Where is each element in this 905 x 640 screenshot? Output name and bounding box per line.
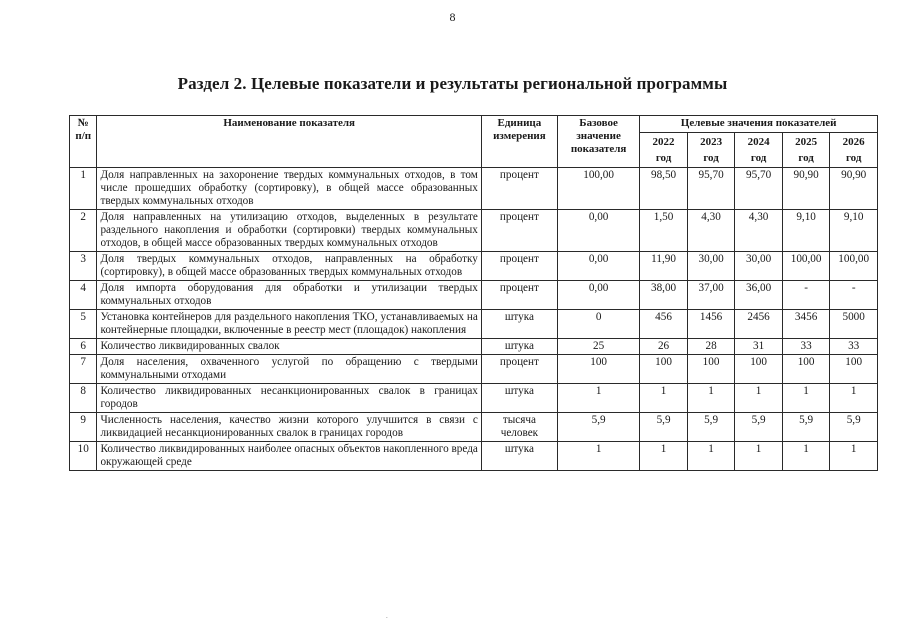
- target-value-2024: 4,30: [735, 210, 783, 252]
- indicator-name: Численность населения, качество жизни которого улучшится в связи с ликвидацией несанкционированных свалок в границах городов: [97, 413, 481, 442]
- row-number: 5: [70, 310, 97, 339]
- header-year-2026: [830, 133, 878, 168]
- base-value: 1: [557, 442, 639, 471]
- section-title: Раздел 2. Целевые показатели и результаты региональной программы: [177, 74, 728, 93]
- target-value-2024: 5,9: [735, 413, 783, 442]
- unit-cell: процент: [481, 281, 557, 310]
- unit-cell: штука: [481, 442, 557, 471]
- unit-cell: штука: [481, 384, 557, 413]
- target-value-2022: 1,50: [640, 210, 688, 252]
- indicator-name: Количество ликвидированных свалок: [97, 339, 481, 355]
- base-value: 100,00: [557, 168, 639, 210]
- target-value-2026: 9,10: [830, 210, 878, 252]
- base-value: 0,00: [557, 281, 639, 310]
- indicator-name: Количество ликвидированных несанкционированных свалок в границах городов: [97, 384, 481, 413]
- table-row: [70, 210, 878, 252]
- target-value-2022: 1: [640, 384, 688, 413]
- target-value-2022: 100: [640, 355, 688, 384]
- target-value-2025: 100: [782, 355, 830, 384]
- target-value-2023: 1456: [687, 310, 735, 339]
- indicator-name: Доля населения, охваченного услугой по обращению с твердыми коммунальными отходами: [97, 355, 481, 384]
- header-unit: Единица измерения: [481, 116, 557, 168]
- target-value-2025: 1: [782, 384, 830, 413]
- table-row: [70, 339, 878, 355]
- target-value-2026: 5000: [830, 310, 878, 339]
- unit-cell: процент: [481, 168, 557, 210]
- target-value-2025: 5,9: [782, 413, 830, 442]
- unit-cell: процент: [481, 252, 557, 281]
- base-value: 5,9: [557, 413, 639, 442]
- year-value: 2023: [700, 136, 723, 148]
- target-value-2024: 31: [735, 339, 783, 355]
- unit-cell: штука: [481, 310, 557, 339]
- target-value-2026: 5,9: [830, 413, 878, 442]
- row-number: 2: [70, 210, 97, 252]
- row-number: 4: [70, 281, 97, 310]
- row-number: 6: [70, 339, 97, 355]
- target-value-2025: 90,90: [782, 168, 830, 210]
- year-word: год: [845, 152, 862, 164]
- target-value-2026: 100: [830, 355, 878, 384]
- target-indicators-table: [69, 115, 878, 471]
- header-targets: Целевые значения показателей: [640, 116, 878, 133]
- base-value: 25: [557, 339, 639, 355]
- table-body: [70, 168, 878, 471]
- target-value-2022: 5,9: [640, 413, 688, 442]
- target-value-2023: 100: [687, 355, 735, 384]
- target-value-2026: -: [830, 281, 878, 310]
- row-number: 1: [70, 168, 97, 210]
- target-value-2025: 9,10: [782, 210, 830, 252]
- target-value-2025: 100,00: [782, 252, 830, 281]
- table-row: [70, 310, 878, 339]
- target-value-2022: 11,90: [640, 252, 688, 281]
- table-row: [70, 355, 878, 384]
- target-value-2022: 456: [640, 310, 688, 339]
- base-value: 0,00: [557, 210, 639, 252]
- target-value-2024: 100: [735, 355, 783, 384]
- page-number: 8: [449, 10, 456, 24]
- target-value-2023: 1: [687, 384, 735, 413]
- indicator-name: Количество ликвидированных наиболее опасных объектов накопленного вреда окружающей среде: [97, 442, 481, 471]
- target-value-2024: 95,70: [735, 168, 783, 210]
- table-row: [70, 384, 878, 413]
- indicator-name: Доля направленных на утилизацию отходов, выделенных в результате раздельного накопления и обработки (сортировки) твердых коммунальных отходов, в общей массе образованных твердых коммунальных отходов: [97, 210, 481, 252]
- base-value: 1: [557, 384, 639, 413]
- header-year-2023: [687, 133, 735, 168]
- row-number: 8: [70, 384, 97, 413]
- target-value-2023: 30,00: [687, 252, 735, 281]
- target-value-2023: 28: [687, 339, 735, 355]
- indicator-name: Установка контейнеров для раздельного накопления ТКО, устанавливаемых на контейнерные площадки, включенные в реестр мест (площадок) накопления: [97, 310, 481, 339]
- unit-cell: штука: [481, 339, 557, 355]
- table-row: [70, 442, 878, 471]
- row-number: 9: [70, 413, 97, 442]
- target-value-2025: 3456: [782, 310, 830, 339]
- indicator-name: Доля импорта оборудования для обработки и утилизации твердых коммунальных отходов: [97, 281, 481, 310]
- year-word: год: [703, 152, 719, 164]
- bottom-mark: .: [386, 612, 388, 620]
- table-row: [70, 168, 878, 210]
- target-value-2023: 1: [687, 442, 735, 471]
- year-word: год: [750, 152, 767, 164]
- year-value: 2024: [747, 136, 770, 148]
- table-row: [70, 252, 878, 281]
- indicator-name: Доля твердых коммунальных отходов, направленных на обработку (сортировку), в общей массе образованных твердых коммунальных отходов: [97, 252, 481, 281]
- target-value-2022: 38,00: [640, 281, 688, 310]
- target-value-2023: 95,70: [687, 168, 735, 210]
- row-number: 7: [70, 355, 97, 384]
- target-value-2024: 30,00: [735, 252, 783, 281]
- target-value-2024: 36,00: [735, 281, 783, 310]
- target-value-2022: 26: [640, 339, 688, 355]
- target-value-2024: 1: [735, 384, 783, 413]
- target-value-2026: 90,90: [830, 168, 878, 210]
- base-value: 0: [557, 310, 639, 339]
- year-word: год: [655, 152, 672, 164]
- table-row: [70, 413, 878, 442]
- year-value: 2025: [795, 136, 818, 148]
- year-value: 2022: [652, 136, 675, 148]
- target-value-2023: 37,00: [687, 281, 735, 310]
- header-year-2024: [735, 133, 783, 168]
- header-base: Базовое значение показателя: [557, 116, 639, 168]
- target-value-2024: 2456: [735, 310, 783, 339]
- unit-cell: процент: [481, 210, 557, 252]
- header-no: № п/п: [70, 116, 97, 168]
- target-value-2026: 33: [830, 339, 878, 355]
- base-value: 100: [557, 355, 639, 384]
- indicator-name: Доля направленных на захоронение твердых коммунальных отходов, в том числе прошедших обработку (сортировку), в общей массе образованных твердых коммунальных отходов: [97, 168, 481, 210]
- table-header: [70, 116, 878, 168]
- target-value-2026: 1: [830, 442, 878, 471]
- unit-cell: тысяча человек: [481, 413, 557, 442]
- target-value-2022: 98,50: [640, 168, 688, 210]
- base-value: 0,00: [557, 252, 639, 281]
- target-value-2025: 33: [782, 339, 830, 355]
- year-value: 2026: [842, 136, 865, 148]
- target-value-2025: -: [782, 281, 830, 310]
- table-row: [70, 281, 878, 310]
- target-value-2023: 5,9: [687, 413, 735, 442]
- target-value-2023: 4,30: [687, 210, 735, 252]
- target-value-2022: 1: [640, 442, 688, 471]
- target-value-2024: 1: [735, 442, 783, 471]
- header-name: Наименование показателя: [97, 116, 481, 168]
- year-word: год: [798, 152, 814, 164]
- row-number: 10: [70, 442, 97, 471]
- unit-cell: процент: [481, 355, 557, 384]
- target-value-2026: 1: [830, 384, 878, 413]
- header-year-2025: [782, 133, 830, 168]
- target-value-2025: 1: [782, 442, 830, 471]
- target-value-2026: 100,00: [830, 252, 878, 281]
- row-number: 3: [70, 252, 97, 281]
- header-year-2022: [640, 133, 688, 168]
